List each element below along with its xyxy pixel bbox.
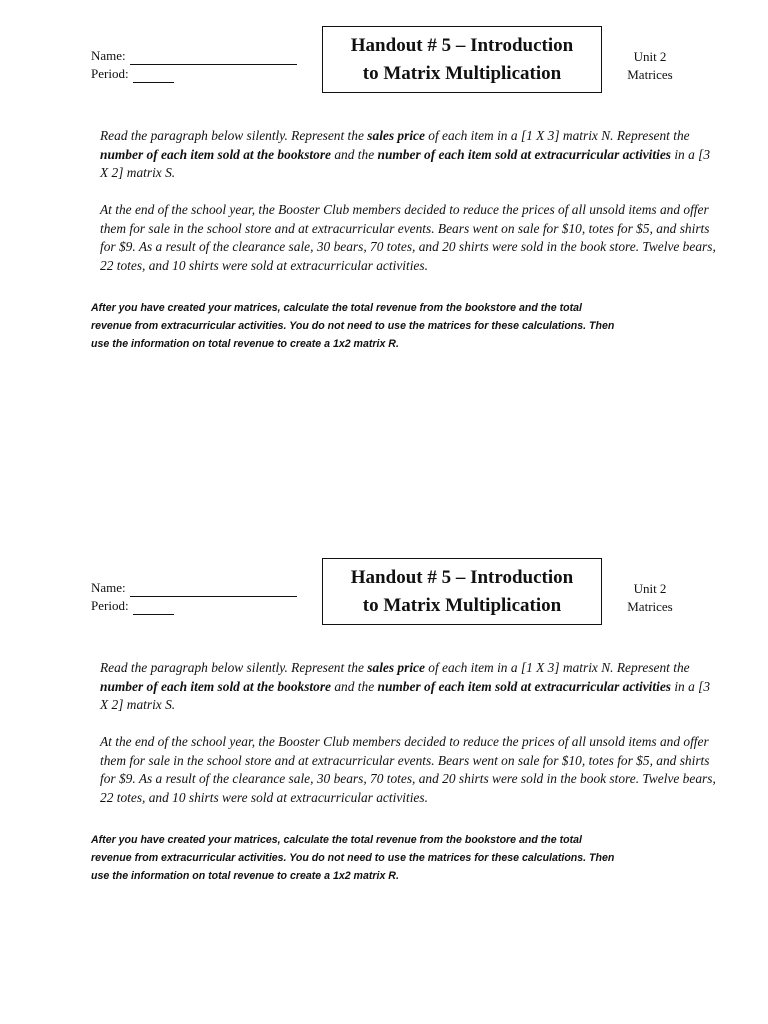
story-paragraph: At the end of the school year, the Booster Club members decided to reduce the prices of all unsold items and offer them for sale in the school store and at extracurricular events. Bears went on sale for $10, totes for $5, and shirts for $9. As a result of the clearance sale, 30 bears, 70 totes, and 20 shirts were sold in the book store. Twelve bears, 22 totes, and 10 shirts were sold at extracurricular activities.: [100, 202, 716, 273]
unit-topic: Matrices: [627, 599, 673, 614]
instruction-text: Read the paragraph below silently. Represent the: [100, 660, 368, 675]
instructions-paragraph: [100, 127, 718, 183]
instruction-emphasis: number of each item sold at extracurricular activities: [377, 678, 671, 694]
handout-copy-2: [0, 532, 768, 912]
title-line-2: to Matrix Multiplication: [362, 594, 562, 616]
revenue-instructions: [91, 831, 701, 885]
student-info-block: [91, 47, 297, 83]
period-label: Period:: [91, 66, 129, 81]
instruction-emphasis: number of each item sold at the bookstore: [100, 146, 331, 162]
note-line: use the information on total revenue to create a 1x2 matrix R.: [91, 870, 399, 882]
instruction-emphasis: number of each item sold at the bookstore: [100, 678, 331, 694]
name-field: [91, 47, 297, 65]
handout-title: [351, 564, 573, 620]
title-line-1: Handout # 5 – Introduction: [350, 34, 574, 56]
unit-info: [616, 580, 684, 616]
name-label: Name:: [91, 48, 126, 63]
title-line-2: to Matrix Multiplication: [362, 62, 562, 84]
instruction-emphasis: number of each item sold at extracurricular activities: [377, 146, 671, 162]
note-line: After you have created your matrices, calculate the total revenue from the bookstore and the total: [91, 302, 582, 314]
handout-copy-1: [0, 0, 768, 380]
note-line: revenue from extracurricular activities. You do not need to use the matrices for these calculations. Then: [91, 852, 615, 864]
period-label: Period:: [91, 598, 129, 613]
unit-topic: Matrices: [627, 67, 673, 82]
student-info-block: [91, 579, 297, 615]
unit-info: [616, 48, 684, 84]
instruction-text: of each item in a [1 X 3] matrix N. Represent the: [424, 660, 690, 675]
note-line: revenue from extracurricular activities. You do not need to use the matrices for these calculations. Then: [91, 320, 615, 332]
unit-label: Unit 2: [633, 581, 667, 596]
period-field: [91, 597, 297, 615]
note-line: use the information on total revenue to create a 1x2 matrix R.: [91, 338, 399, 350]
handout-title-box: [322, 26, 602, 93]
instructions-paragraph: [100, 659, 718, 715]
unit-label: Unit 2: [633, 49, 667, 64]
name-label: Name:: [91, 580, 126, 595]
instruction-text: Read the paragraph below silently. Represent the: [100, 128, 368, 143]
instruction-text: and the: [331, 146, 378, 162]
name-blank-line: [130, 51, 297, 65]
instruction-text: and the: [331, 678, 378, 694]
period-blank-line: [133, 69, 174, 83]
period-blank-line: [133, 601, 174, 615]
instruction-text: in a [3 X 2] matrix S.: [100, 146, 711, 181]
instruction-text: in a [3 X 2] matrix S.: [100, 678, 711, 713]
instruction-emphasis: sales price: [367, 660, 425, 675]
period-field: [91, 65, 297, 83]
note-line: After you have created your matrices, calculate the total revenue from the bookstore and the total: [91, 834, 582, 846]
name-field: [91, 579, 297, 597]
story-paragraph: At the end of the school year, the Booster Club members decided to reduce the prices of all unsold items and offer them for sale in the school store and at extracurricular events. Bears went on sale for $10, totes for $5, and shirts for $9. As a result of the clearance sale, 30 bears, 70 totes, and 20 shirts were sold in the book store. Twelve bears, 22 totes, and 10 shirts were sold at extracurricular activities.: [100, 734, 716, 805]
handout-title-box: [322, 558, 602, 625]
name-blank-line: [130, 583, 297, 597]
handout-title: [351, 32, 573, 88]
title-line-1: Handout # 5 – Introduction: [350, 566, 574, 588]
revenue-instructions: [91, 299, 701, 353]
instruction-emphasis: sales price: [367, 128, 425, 143]
instruction-text: of each item in a [1 X 3] matrix N. Represent the: [424, 128, 690, 143]
